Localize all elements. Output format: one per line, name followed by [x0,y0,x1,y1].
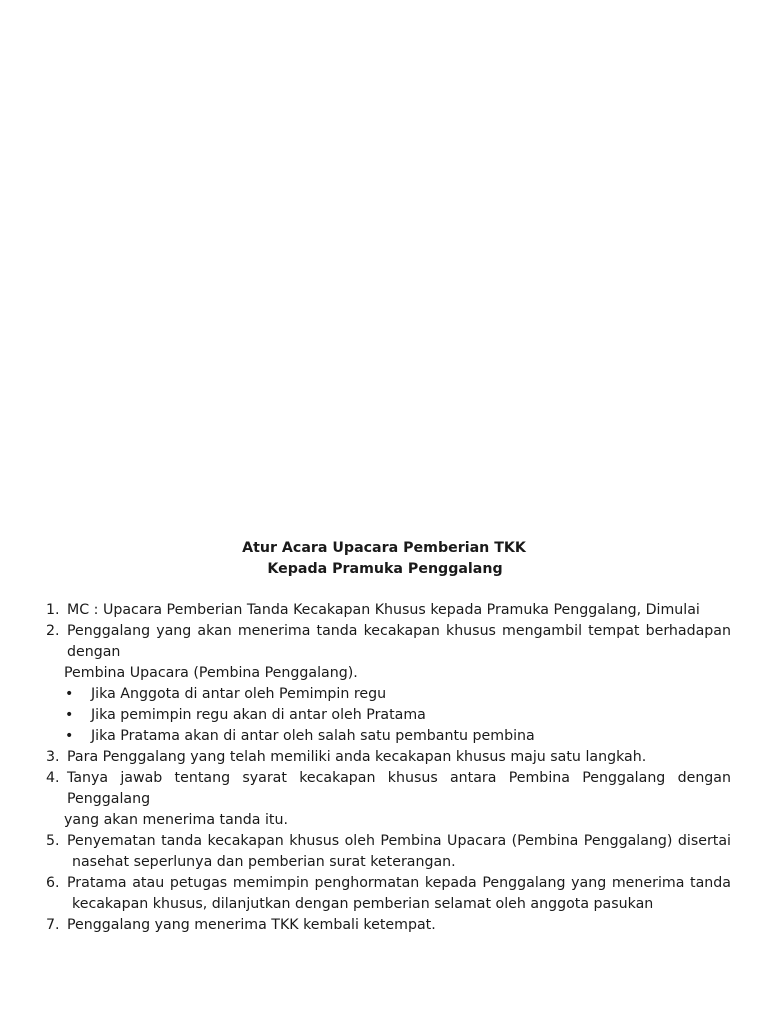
bullet-item [46,684,731,705]
agenda-item-3 [46,747,731,768]
item-line: Penyematan tanda kecakapan khusus oleh Pembina Upacara (Pembina Penggalang) disertai [67,833,731,849]
agenda-item-7 [46,915,731,936]
item-number: 3. [46,749,60,765]
item-line: Pembina Upacara (Pembina Penggalang). [64,665,358,681]
item-text [67,873,731,894]
bullet-text: Jika pemimpin regu akan di antar oleh Pratama [91,707,426,723]
agenda-item-1 [46,600,731,621]
agenda-item-4 [46,768,731,810]
bullet-item [46,726,731,747]
agenda-item-5-continuation [46,852,731,873]
item-text [67,621,731,663]
item-number: 2. [46,623,60,639]
bullet-text: Jika Anggota di antar oleh Pemimpin regu [91,686,387,702]
item-line: Penggalang yang akan menerima tanda kecakapan khusus mengambil tempat berhadapan dengan [67,623,731,660]
bullet-icon: • [65,686,74,702]
agenda-item-6-continuation [46,894,731,915]
item-number: 7. [46,917,60,933]
item-text [67,747,731,768]
document-title [0,538,768,580]
item-line: Penggalang yang menerima TKK kembali ketempat. [67,917,436,933]
agenda-list [46,600,731,936]
item-line: Para Penggalang yang telah memiliki anda kecakapan khusus maju satu langkah. [67,749,647,765]
agenda-item-2-continuation [46,663,731,684]
item-text [67,831,731,852]
item-line: MC : Upacara Pemberian Tanda Kecakapan Khusus kepada Pramuka Penggalang, Dimulai [67,602,700,618]
item-line: kecakapan khusus, dilanjutkan dengan pemberian selamat oleh anggota pasukan [72,896,654,912]
item-line: Pratama atau petugas memimpin penghormatan kepada Penggalang yang menerima tanda [67,875,731,891]
item-line: yang akan menerima tanda itu. [64,812,288,828]
title-line-1: Atur Acara Upacara Pemberian TKK [242,540,526,556]
bullet-icon: • [65,728,74,744]
agenda-item-5 [46,831,731,852]
item-line: nasehat seperlunya dan pemberian surat keterangan. [72,854,456,870]
item-line: Tanya jawab tentang syarat kecakapan khusus antara Pembina Penggalang dengan Penggalang [67,770,731,807]
bullet-text: Jika Pratama akan di antar oleh salah satu pembantu pembina [91,728,535,744]
agenda-item-6 [46,873,731,894]
agenda-item-4-continuation [46,810,731,831]
item-text [67,768,731,810]
item-text [67,600,731,621]
item-number: 5. [46,833,60,849]
bullet-icon: • [65,707,74,723]
item-text [67,915,731,936]
bullet-item [46,705,731,726]
item-number: 1. [46,602,60,618]
agenda-item-2 [46,621,731,663]
agenda-item-2-bullets [46,684,731,747]
item-number: 4. [46,770,60,786]
title-line-2: Kepada Pramuka Penggalang [267,561,503,577]
item-number: 6. [46,875,60,891]
